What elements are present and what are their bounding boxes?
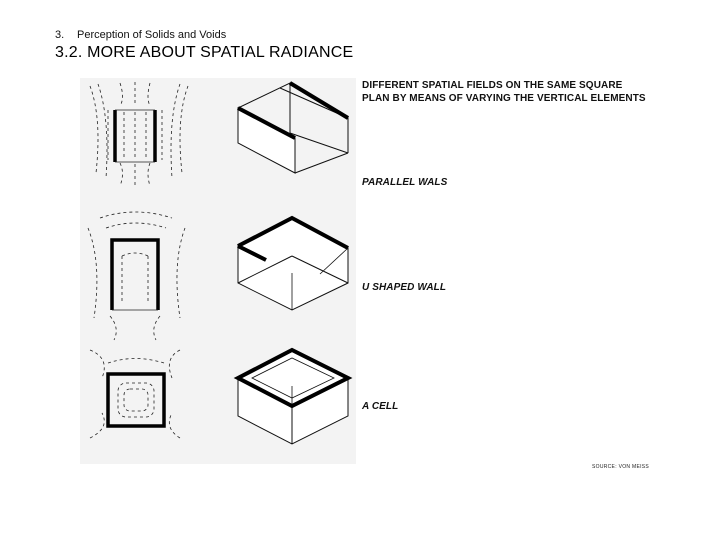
iso-parallel-walls (238, 83, 348, 173)
caption-parallel-walls: PARALLEL WALS (362, 177, 448, 188)
section-label (55, 29, 226, 41)
slide-title: 3.2. MORE ABOUT SPATIAL RADIANCE (55, 44, 354, 61)
plan-parallel-walls (90, 82, 188, 188)
iso-cell (238, 350, 348, 444)
figure-heading-line2: PLAN BY MEANS OF VARYING THE VERTICAL ELEMENTS (362, 93, 646, 104)
section-title: Perception of Solids and Voids (77, 29, 227, 41)
section-number: 3. (55, 29, 65, 41)
spatial-radiance-figure (80, 78, 356, 464)
figure-heading-line1: DIFFERENT SPATIAL FIELDS ON THE SAME SQUARE (362, 80, 623, 91)
plan-cell (90, 350, 180, 438)
figure-drawing (80, 78, 356, 464)
caption-cell: A CELL (362, 401, 399, 412)
figure-heading (362, 79, 662, 105)
caption-u-shaped-wall: U SHAPED WALL (362, 282, 447, 293)
plan-u-shaped-wall (88, 212, 185, 340)
source-note: SOURCE: VON MEISS (592, 464, 650, 470)
iso-u-shaped-wall (238, 218, 348, 310)
